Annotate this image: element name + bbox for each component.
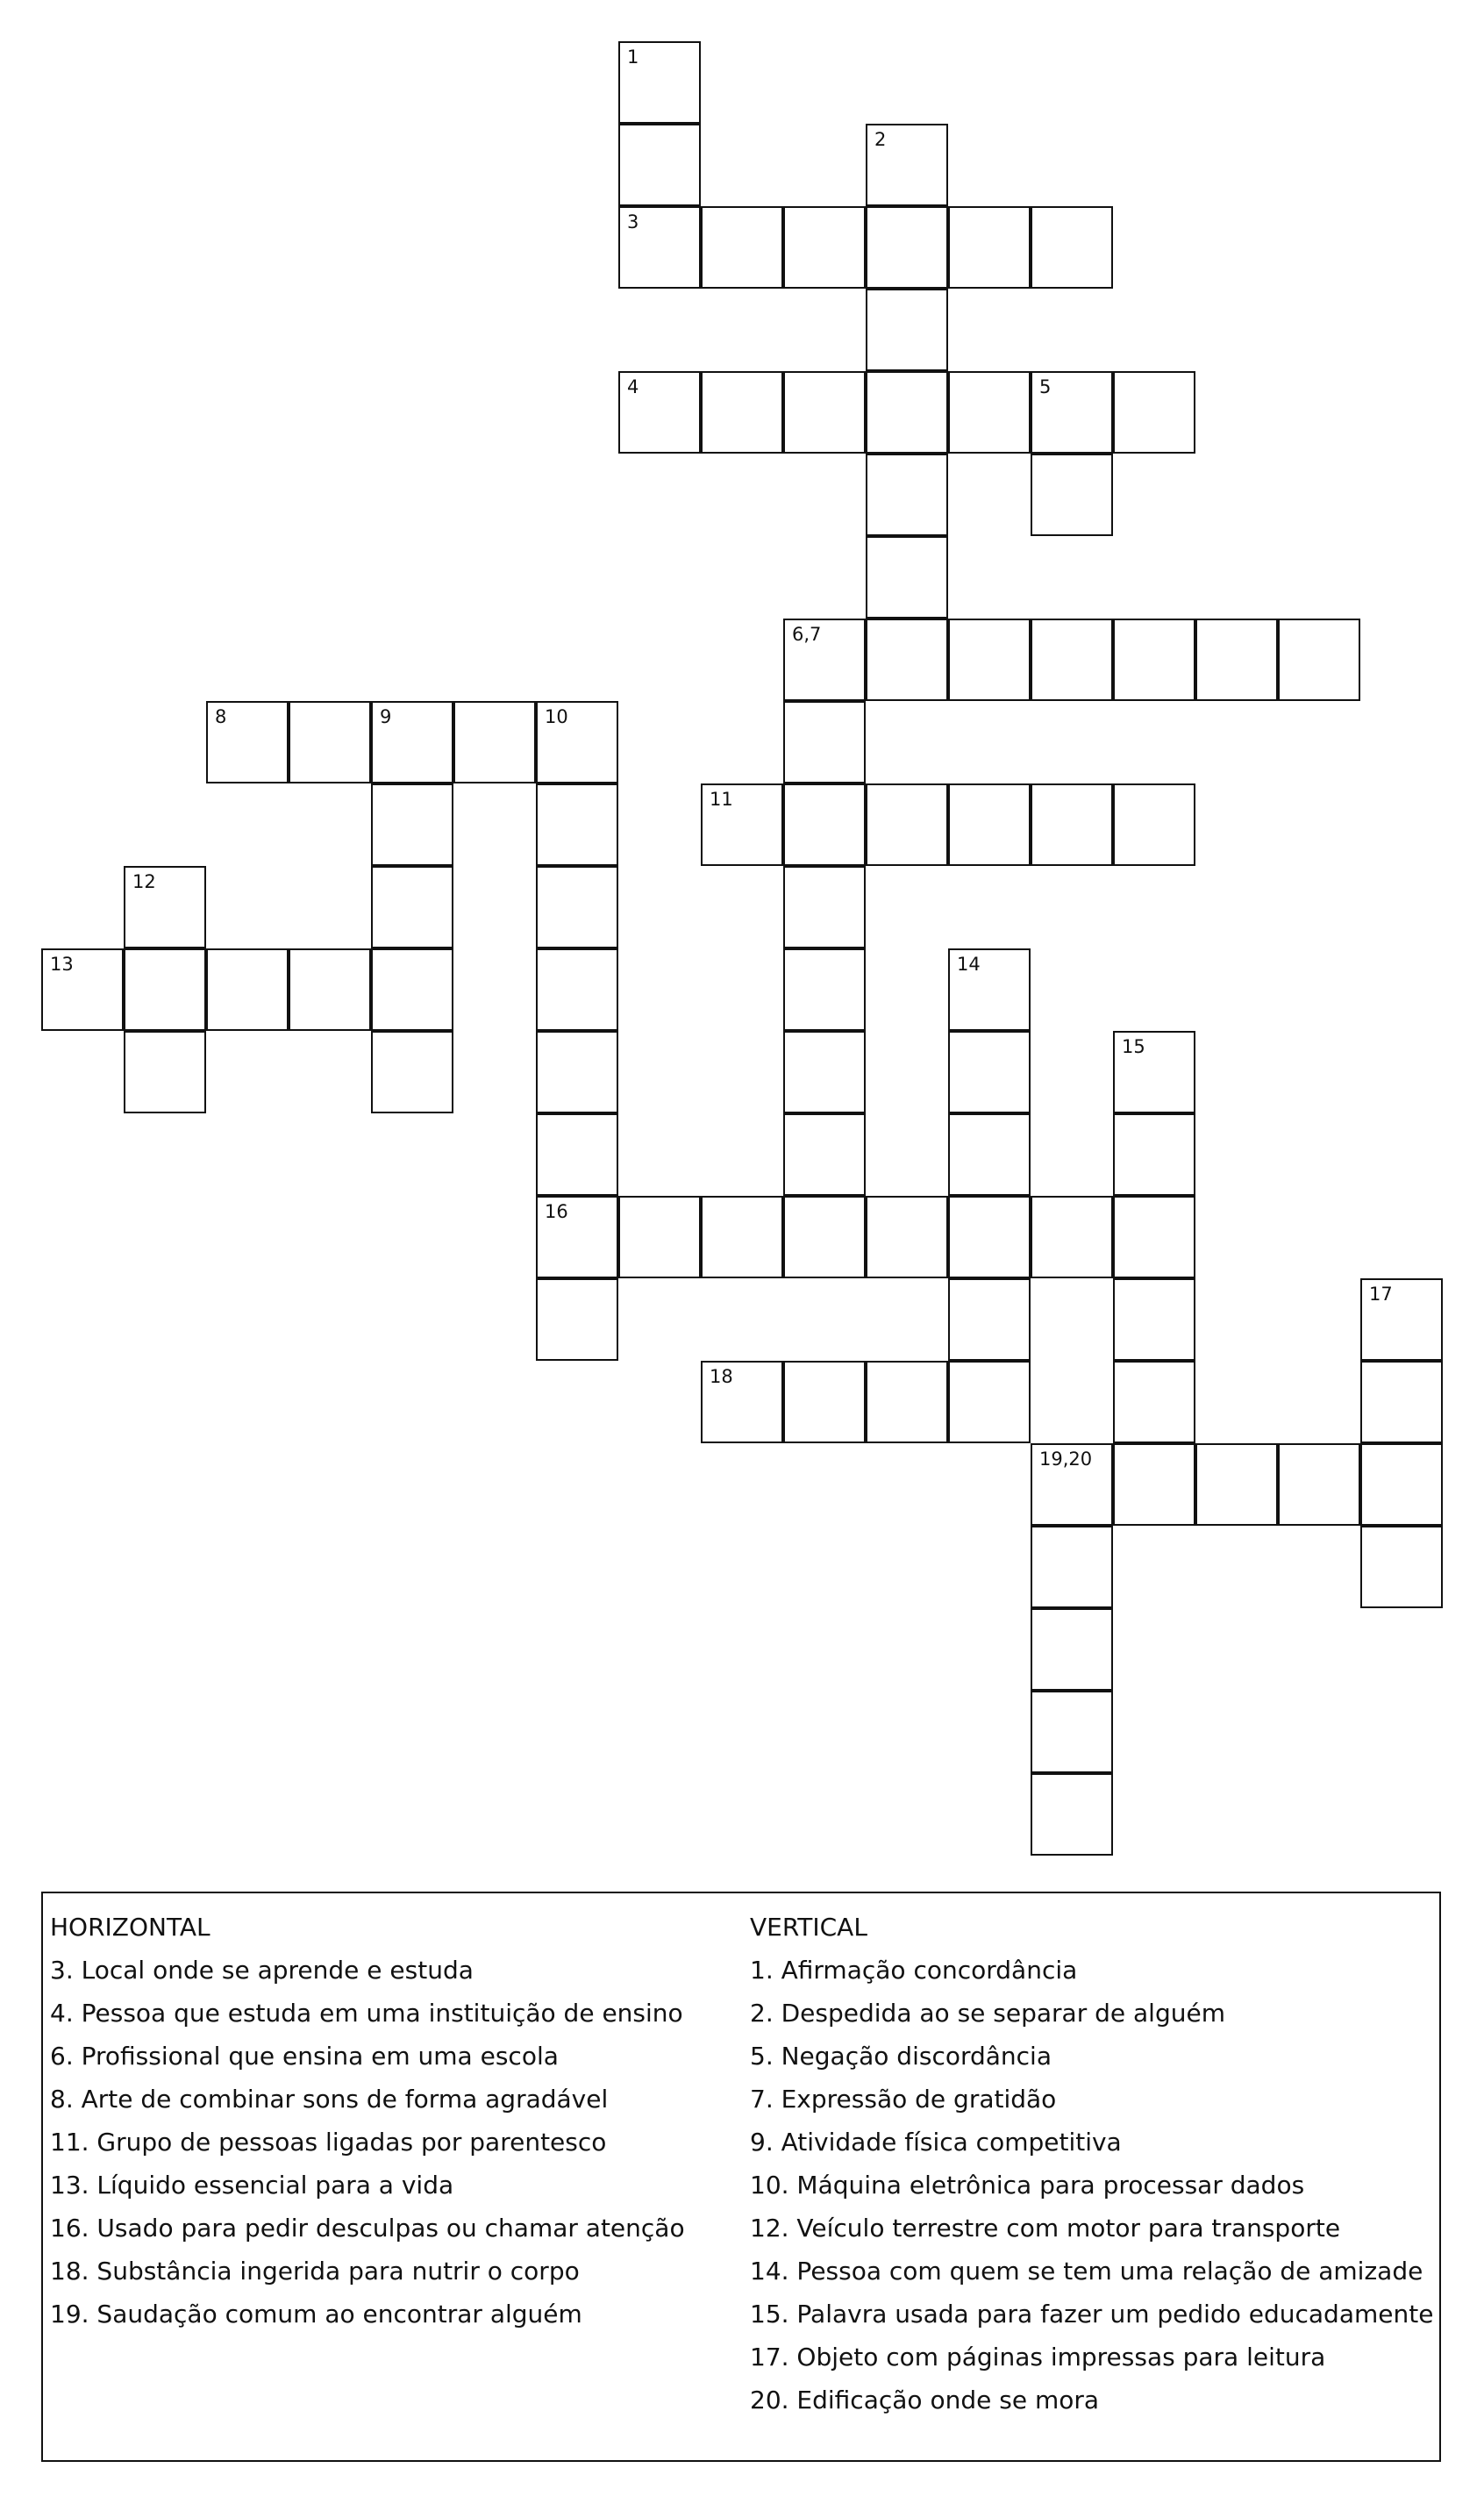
crossword-cell[interactable] xyxy=(289,701,371,783)
clue-number: 8 xyxy=(215,706,227,727)
crossword-cell[interactable] xyxy=(1278,1443,1360,1526)
crossword-cell[interactable] xyxy=(1031,206,1113,289)
crossword-cell[interactable] xyxy=(1278,619,1360,701)
crossword-cell[interactable] xyxy=(1031,454,1113,536)
crossword-cell[interactable] xyxy=(618,124,701,206)
crossword-cell[interactable] xyxy=(783,619,866,701)
crossword-cell[interactable] xyxy=(1113,1443,1195,1526)
crossword-cell[interactable] xyxy=(948,1278,1031,1361)
horizontal-clue-list xyxy=(50,1949,734,2336)
horizontal-clue: 4. Pessoa que estuda em uma instituição de ensino xyxy=(50,1999,683,2028)
crossword-cell[interactable] xyxy=(866,783,948,866)
crossword-cell[interactable] xyxy=(866,371,948,454)
vertical-clue: 1. Afirmação concordância xyxy=(750,1956,1078,1985)
crossword-cell[interactable] xyxy=(1113,1113,1195,1196)
crossword-cell[interactable] xyxy=(948,1031,1031,1113)
crossword-cell[interactable] xyxy=(1113,1278,1195,1361)
crossword-cell[interactable] xyxy=(536,701,618,783)
crossword-cell[interactable] xyxy=(1360,1526,1443,1608)
crossword-cell[interactable] xyxy=(866,454,948,536)
crossword-cell[interactable] xyxy=(1031,783,1113,866)
clue-number: 19,20 xyxy=(1039,1449,1093,1470)
horizontal-clue: 18. Substância ingerida para nutrir o corpo xyxy=(50,2257,580,2286)
crossword-cell[interactable] xyxy=(289,948,371,1031)
clue-number: 11 xyxy=(710,789,733,810)
crossword-cell[interactable] xyxy=(536,1031,618,1113)
crossword-cell[interactable] xyxy=(1113,619,1195,701)
clue-number: 17 xyxy=(1369,1284,1393,1305)
crossword-cell[interactable] xyxy=(948,783,1031,866)
vertical-clue: 14. Pessoa com quem se tem uma relação de amizade xyxy=(750,2257,1423,2286)
crossword-cell[interactable] xyxy=(783,783,866,866)
crossword-cell[interactable] xyxy=(948,371,1031,454)
vertical-clue: 17. Objeto com páginas impressas para leitura xyxy=(750,2343,1326,2372)
horizontal-clues xyxy=(50,1906,734,2336)
crossword-cell[interactable] xyxy=(1360,1278,1443,1361)
crossword-cell[interactable] xyxy=(1195,619,1278,701)
vertical-clue-list xyxy=(750,1949,1434,2422)
crossword-cell[interactable] xyxy=(536,948,618,1031)
vertical-clues xyxy=(750,1906,1434,2422)
horizontal-clue: 11. Grupo de pessoas ligadas por parentesco xyxy=(50,2128,607,2157)
crossword-cell[interactable] xyxy=(1195,1443,1278,1526)
crossword-cell[interactable] xyxy=(866,1196,948,1278)
crossword-cell[interactable] xyxy=(41,948,124,1031)
clue-number: 15 xyxy=(1122,1036,1145,1057)
horizontal-heading: HORIZONTAL xyxy=(50,1913,210,1942)
crossword-cell[interactable] xyxy=(618,371,701,454)
clue-number: 12 xyxy=(132,871,156,892)
crossword-cell[interactable] xyxy=(1031,1526,1113,1608)
crossword-cell[interactable] xyxy=(1031,1196,1113,1278)
clue-number: 18 xyxy=(710,1366,733,1387)
vertical-clue: 10. Máquina eletrônica para processar dados xyxy=(750,2171,1305,2200)
clue-number: 4 xyxy=(627,376,639,397)
horizontal-clue: 3. Local onde se aprende e estuda xyxy=(50,1956,474,1985)
crossword-cell[interactable] xyxy=(1113,1361,1195,1443)
crossword-cell[interactable] xyxy=(1360,1443,1443,1526)
crossword-cell[interactable] xyxy=(371,1031,453,1113)
crossword-cell[interactable] xyxy=(783,1361,866,1443)
vertical-clue: 5. Negação discordância xyxy=(750,2042,1052,2071)
crossword-cell[interactable] xyxy=(536,1113,618,1196)
clue-number: 13 xyxy=(50,954,74,975)
clue-number: 3 xyxy=(627,211,639,232)
crossword-cell[interactable] xyxy=(1031,619,1113,701)
crossword-cell[interactable] xyxy=(371,783,453,866)
crossword-cell[interactable] xyxy=(618,1196,701,1278)
crossword-cell[interactable] xyxy=(453,701,536,783)
crossword-cell[interactable] xyxy=(536,783,618,866)
crossword-cell[interactable] xyxy=(701,783,783,866)
crossword-cell[interactable] xyxy=(1360,1361,1443,1443)
crossword-cell[interactable] xyxy=(1113,783,1195,866)
clue-number: 2 xyxy=(874,129,887,150)
crossword-cell[interactable] xyxy=(618,206,701,289)
clue-number: 16 xyxy=(545,1201,568,1222)
crossword-cell[interactable] xyxy=(206,948,289,1031)
vertical-clue: 2. Despedida ao se separar de alguém xyxy=(750,1999,1225,2028)
crossword-cell[interactable] xyxy=(866,124,948,206)
crossword-cell[interactable] xyxy=(783,701,866,783)
crossword-cell[interactable] xyxy=(1113,1031,1195,1113)
crossword-cell[interactable] xyxy=(866,536,948,619)
crossword-cell[interactable] xyxy=(206,701,289,783)
crossword-cell[interactable] xyxy=(1031,371,1113,454)
crossword-cell[interactable] xyxy=(1113,371,1195,454)
crossword-cell[interactable] xyxy=(783,866,866,948)
crossword-cell[interactable] xyxy=(1031,1691,1113,1773)
vertical-clue: 9. Atividade física competitiva xyxy=(750,2128,1122,2157)
crossword-cell[interactable] xyxy=(948,619,1031,701)
clues-box xyxy=(41,1892,1441,2462)
crossword-cell[interactable] xyxy=(536,866,618,948)
crossword-cell[interactable] xyxy=(536,1278,618,1361)
clue-number: 6,7 xyxy=(792,624,822,645)
crossword-cell[interactable] xyxy=(1031,1773,1113,1856)
crossword-cell[interactable] xyxy=(1113,1196,1195,1278)
crossword-cell[interactable] xyxy=(948,948,1031,1031)
crossword-cell[interactable] xyxy=(618,41,701,124)
crossword-cell[interactable] xyxy=(701,206,783,289)
crossword-cell[interactable] xyxy=(1031,1608,1113,1691)
horizontal-clue: 19. Saudação comum ao encontrar alguém xyxy=(50,2300,582,2329)
crossword-cell[interactable] xyxy=(783,1113,866,1196)
crossword-cell[interactable] xyxy=(783,1196,866,1278)
crossword-cell[interactable] xyxy=(701,1361,783,1443)
crossword-cell[interactable] xyxy=(701,371,783,454)
horizontal-clue: 6. Profissional que ensina em uma escola xyxy=(50,2042,559,2071)
horizontal-clue: 8. Arte de combinar sons de forma agradável xyxy=(50,2085,609,2114)
clue-number: 1 xyxy=(627,46,639,68)
vertical-clue: 20. Edificação onde se mora xyxy=(750,2386,1100,2414)
crossword-cell[interactable] xyxy=(948,1113,1031,1196)
crossword-cell[interactable] xyxy=(948,1196,1031,1278)
vertical-heading: VERTICAL xyxy=(750,1913,867,1942)
crossword-cell[interactable] xyxy=(866,1361,948,1443)
crossword-cell[interactable] xyxy=(866,289,948,371)
clue-number: 9 xyxy=(380,706,392,727)
crossword-cell[interactable] xyxy=(783,371,866,454)
crossword-cell[interactable] xyxy=(948,1361,1031,1443)
crossword-cell[interactable] xyxy=(124,948,206,1031)
vertical-clue: 15. Palavra usada para fazer um pedido educadamente xyxy=(750,2300,1434,2329)
crossword-cell[interactable] xyxy=(866,206,948,289)
crossword-cell[interactable] xyxy=(948,206,1031,289)
crossword-cell[interactable] xyxy=(124,1031,206,1113)
crossword-cell[interactable] xyxy=(783,206,866,289)
crossword-cell[interactable] xyxy=(783,948,866,1031)
crossword-cell[interactable] xyxy=(866,619,948,701)
crossword-cell[interactable] xyxy=(536,1196,618,1278)
vertical-clue: 12. Veículo terrestre com motor para transporte xyxy=(750,2214,1341,2243)
crossword-cell[interactable] xyxy=(371,866,453,948)
crossword-cell[interactable] xyxy=(371,701,453,783)
horizontal-clue: 16. Usado para pedir desculpas ou chamar atenção xyxy=(50,2214,685,2243)
crossword-cell[interactable] xyxy=(1031,1443,1113,1526)
vertical-clue: 7. Expressão de gratidão xyxy=(750,2085,1057,2114)
clue-number: 5 xyxy=(1039,376,1052,397)
clue-number: 10 xyxy=(545,706,568,727)
horizontal-clue: 13. Líquido essencial para a vida xyxy=(50,2171,454,2200)
crossword-cell[interactable] xyxy=(783,1031,866,1113)
crossword-cell[interactable] xyxy=(371,948,453,1031)
crossword-cell[interactable] xyxy=(701,1196,783,1278)
clue-number: 14 xyxy=(957,954,981,975)
crossword-cell[interactable] xyxy=(124,866,206,948)
